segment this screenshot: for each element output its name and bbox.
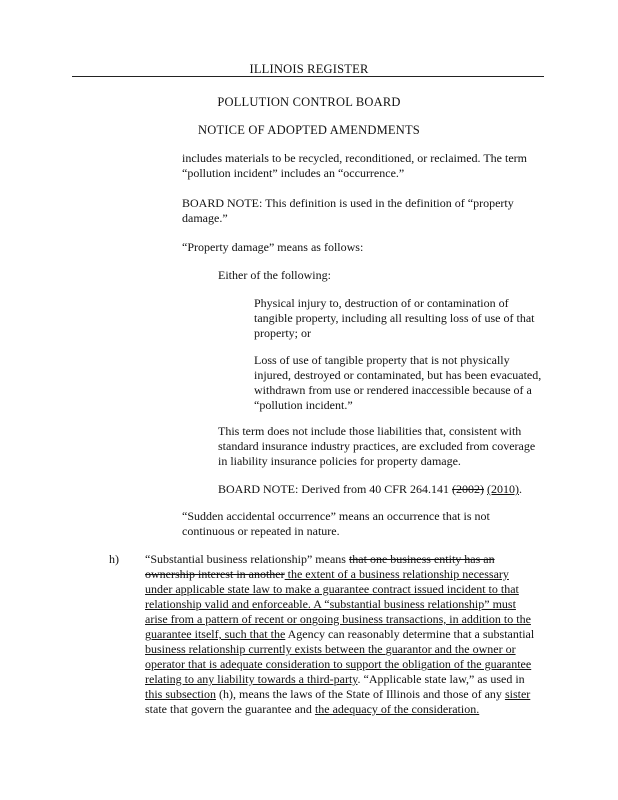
text: “Substantial business relationship” means (145, 552, 349, 566)
text: Agency can reasonably determine that a substantial (285, 627, 535, 641)
note-text: BOARD NOTE: Derived from 40 CFR 264.141 (218, 482, 452, 496)
exclusion-line: This term does not include those liabilities that, consistent with (218, 424, 522, 438)
inserted-text: business relationship currently exists between the (145, 642, 386, 656)
inserted-text: relating to any liability towards a third-party (145, 672, 358, 686)
physical-injury-line: tangible property, including all resulting loss of use of that (254, 311, 535, 325)
physical-injury-line: property; or (254, 326, 311, 340)
inserted-text: under applicable state law to make a guarantee (145, 582, 373, 596)
board-note-line: BOARD NOTE: This definition is used in the definition of “property (182, 196, 514, 210)
board-note-derived (218, 482, 522, 497)
sudden-occurrence-line: “Sudden accidental occurrence” means an occurrence that is not (182, 509, 490, 523)
inserted-text: this subsection (145, 687, 216, 701)
definition-line: arise from a pattern of recent or ongoing business transactions, in addition to the (145, 612, 531, 626)
header-rule (72, 76, 544, 77)
inserted-text: guarantor and the owner or (385, 642, 516, 656)
physical-injury-line: Physical injury to, destruction of or contamination of (254, 296, 509, 310)
loss-of-use-line: Loss of use of tangible property that is not physically (254, 353, 510, 367)
definition-line (145, 672, 525, 687)
inserted-text: contract issued incident to that (372, 582, 519, 596)
inserted-text: the extent of a business relationship necessary (284, 567, 509, 581)
paragraph-line: “pollution incident” includes an “occurrence.” (182, 166, 405, 180)
paragraph-line: includes materials to be recycled, reconditioned, or reclaimed. The term (182, 151, 527, 165)
inserted-text: (2010) (487, 482, 519, 496)
loss-of-use-line: injured, destroyed or contaminated, but has been evacuated, (254, 368, 542, 382)
definition-line (145, 702, 479, 717)
inserted-text: guarantee itself, such that the (145, 627, 286, 641)
register-title: ILLINOIS REGISTER (249, 62, 369, 76)
board-name: POLLUTION CONTROL BOARD (217, 95, 401, 109)
definition-line (145, 642, 516, 657)
definition-line: relationship valid and enforceable. A “substantial business relationship” must (145, 597, 516, 611)
text: state that govern the guarantee and (145, 702, 315, 716)
definition-line (145, 567, 509, 582)
inserted-text: sister (504, 687, 531, 701)
loss-of-use-line: “pollution incident.” (254, 398, 353, 412)
board-note-line: damage.” (182, 211, 228, 225)
note-text: . (519, 482, 522, 496)
text: . “Applicable state law,” as used in (357, 672, 525, 686)
definition-line: operator that is adequate consideration to support the obligation of the guarantee (145, 657, 532, 671)
subsection-label: h) (109, 552, 119, 566)
deleted-text: (2002) (452, 482, 484, 496)
definition-line (145, 582, 519, 597)
deleted-text: ownership interest in another (145, 567, 285, 581)
inserted-text: the adequacy of the consideration. (314, 702, 480, 716)
loss-of-use-line: withdrawn from use or rendered inaccessible because of a (254, 383, 532, 397)
exclusion-line: in liability insurance policies for property damage. (218, 454, 461, 468)
definition-line (145, 552, 495, 567)
text: (h), means the laws of the State of Illinois and those of any (216, 687, 505, 701)
property-damage-intro: “Property damage” means as follows: (182, 240, 364, 254)
exclusion-line: standard insurance industry practices, are excluded from coverage (218, 439, 536, 453)
sudden-occurrence-line: continuous or repeated in nature. (182, 524, 340, 538)
notice-title: NOTICE OF ADOPTED AMENDMENTS (198, 123, 420, 137)
definition-line (145, 627, 534, 642)
definition-line (145, 687, 530, 702)
deleted-text: that one business entity has an (348, 552, 495, 566)
either-label: Either of the following: (218, 268, 331, 282)
